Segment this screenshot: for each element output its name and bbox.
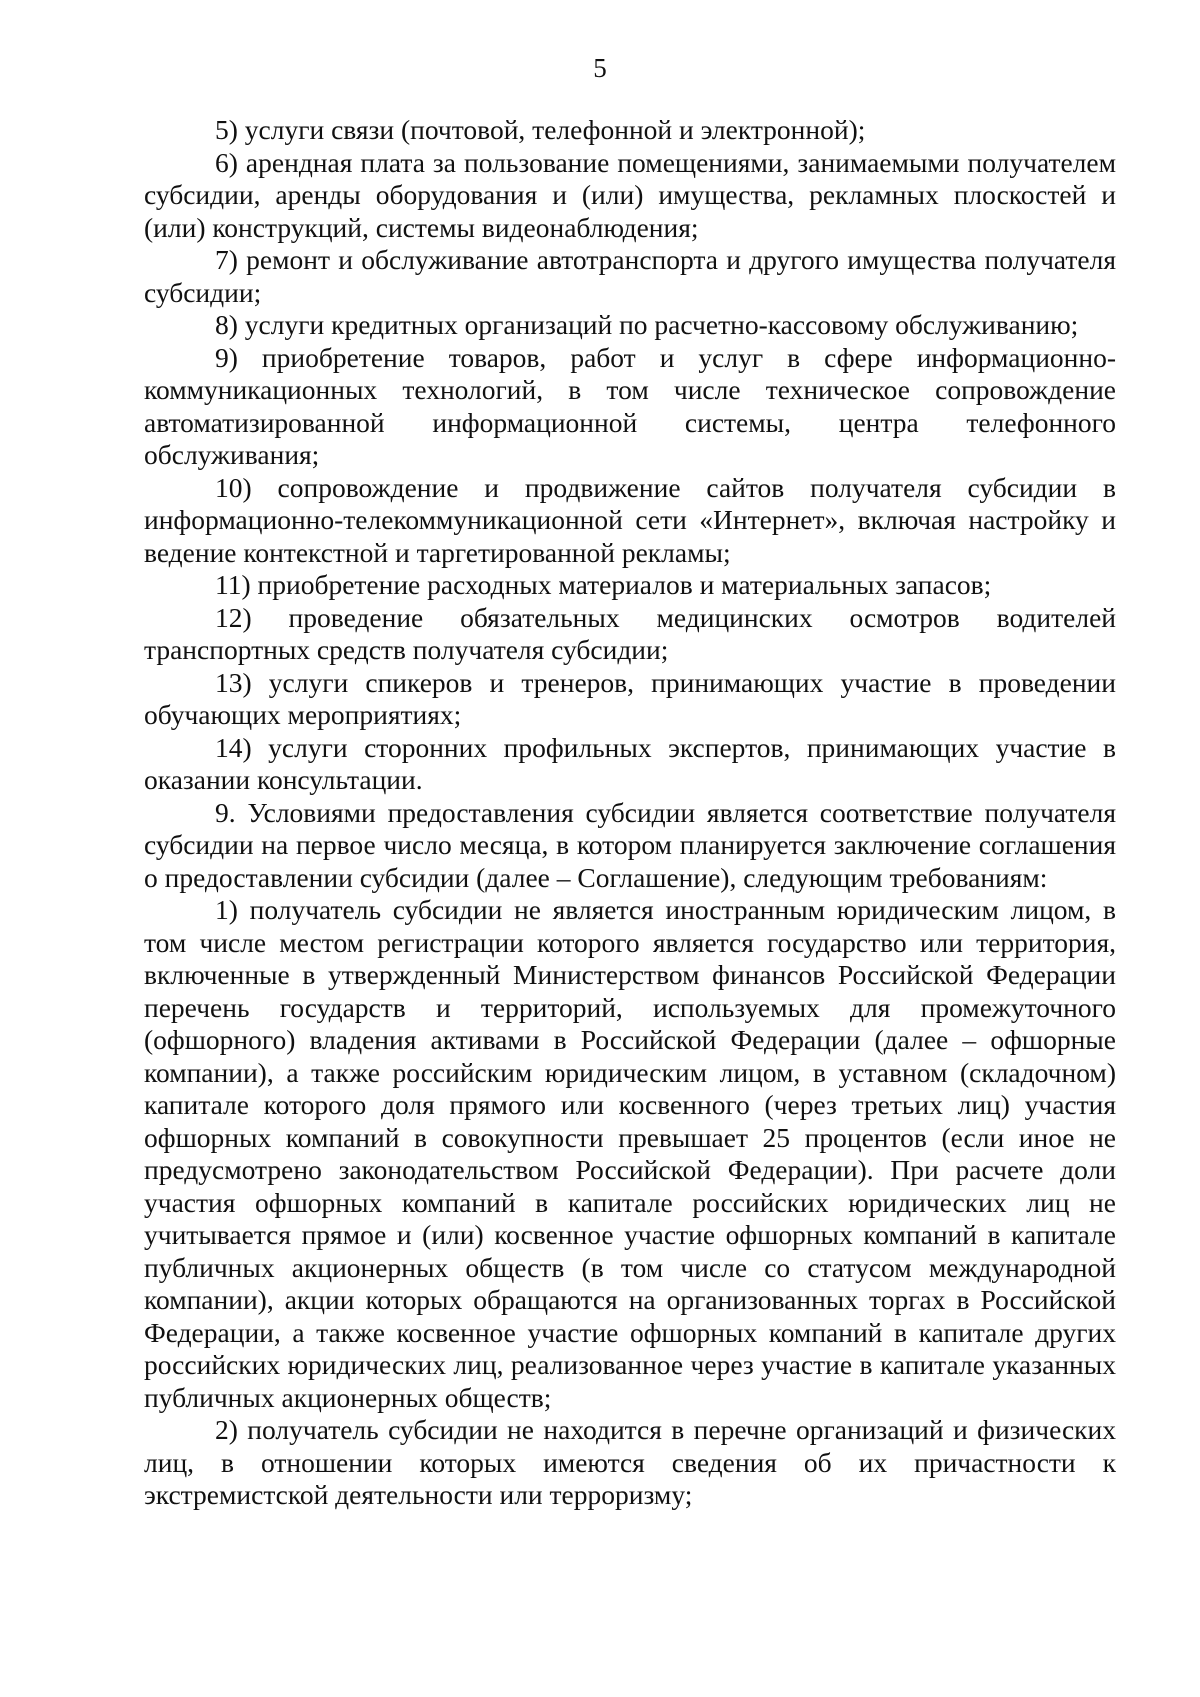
paragraph-requirement-1: 1) получатель субсидии не является иностранным юридическим лицом, в том числе местом регистрации которого является государство или территория, включенные в утвержденный Министерством финансов Российской Федерации перечень государств и территорий, используемых для промежуточного (офшорного) владения активами в Российской Федерации (далее – офшорные компании), а также российским юридическим лицом, в уставном (складочном) капитале которого доля прямого или косвенного (через третьих лиц) участия офшорных компаний в совокупности превышает 25 процентов (если иное не предусмотрено законодательством Российской Федерации). При расчете доли участия офшорных компаний в капитале российских юридических лиц не учитывается прямое и (или) косвенное участие офшорных компаний в капитале публичных акционерных обществ (в том числе со статусом международной компании), акции которых обращаются на организованных торгах в Российской Федерации, а также косвенное участие офшорных компаний в капитале других российских юридических лиц, реализованное через участие в капитале указанных публичных акционерных обществ; xyxy=(144,894,1116,1413)
paragraph-item-12: 12) проведение обязательных медицинских осмотров водителей транспортных средств получателя субсидии; xyxy=(144,601,1116,665)
paragraph-requirement-2: 2) получатель субсидии не находится в перечне организаций и физических лиц, в отношении которых имеются сведения об их причастности к экстремистской деятельности или терроризму; xyxy=(144,1414,1116,1510)
paragraph-item-11: 11) приобретение расходных материалов и материальных запасов; xyxy=(215,569,992,600)
paragraph-item-9: 9) приобретение товаров, работ и услуг в сфере информационно-коммуникационных технологий, в том числе техническое сопровождение автоматизированной информационной системы, центра телефонного обслуживания; xyxy=(144,341,1116,470)
document-body xyxy=(144,114,1116,1512)
paragraph-item-8: 8) услуги кредитных организаций по расчетно-кассовому обслуживанию; xyxy=(215,309,1079,340)
paragraph-item-10: 10) сопровождение и продвижение сайтов получателя субсидии в информационно-телекоммуникационной сети «Интернет», включая настройку и ведение контекстной и таргетированной рекламы; xyxy=(144,471,1116,568)
paragraph-item-6: 6) арендная плата за пользование помещениями, занимаемыми получателем субсидии, аренды оборудования и (или) имущества, рекламных плоскостей и (или) конструкций, системы видеонаблюдения; xyxy=(144,146,1116,243)
page-number: 5 xyxy=(593,53,607,83)
paragraph-clause-9: 9. Условиями предоставления субсидии является соответствие получателя субсидии на первое число месяца, в котором планируется заключение соглашения о предоставлении субсидии (далее – Соглашение), следующим требованиям: xyxy=(144,796,1116,893)
paragraph-item-14: 14) услуги сторонних профильных экспертов, принимающих участие в оказании консультации. xyxy=(144,731,1116,795)
paragraph-item-13: 13) услуги спикеров и тренеров, принимающих участие в проведении обучающих мероприятиях; xyxy=(144,666,1116,730)
paragraph-item-7: 7) ремонт и обслуживание автотранспорта и другого имущества получателя субсидии; xyxy=(144,244,1116,308)
paragraph-item-5: 5) услуги связи (почтовой, телефонной и электронной); xyxy=(215,114,866,145)
